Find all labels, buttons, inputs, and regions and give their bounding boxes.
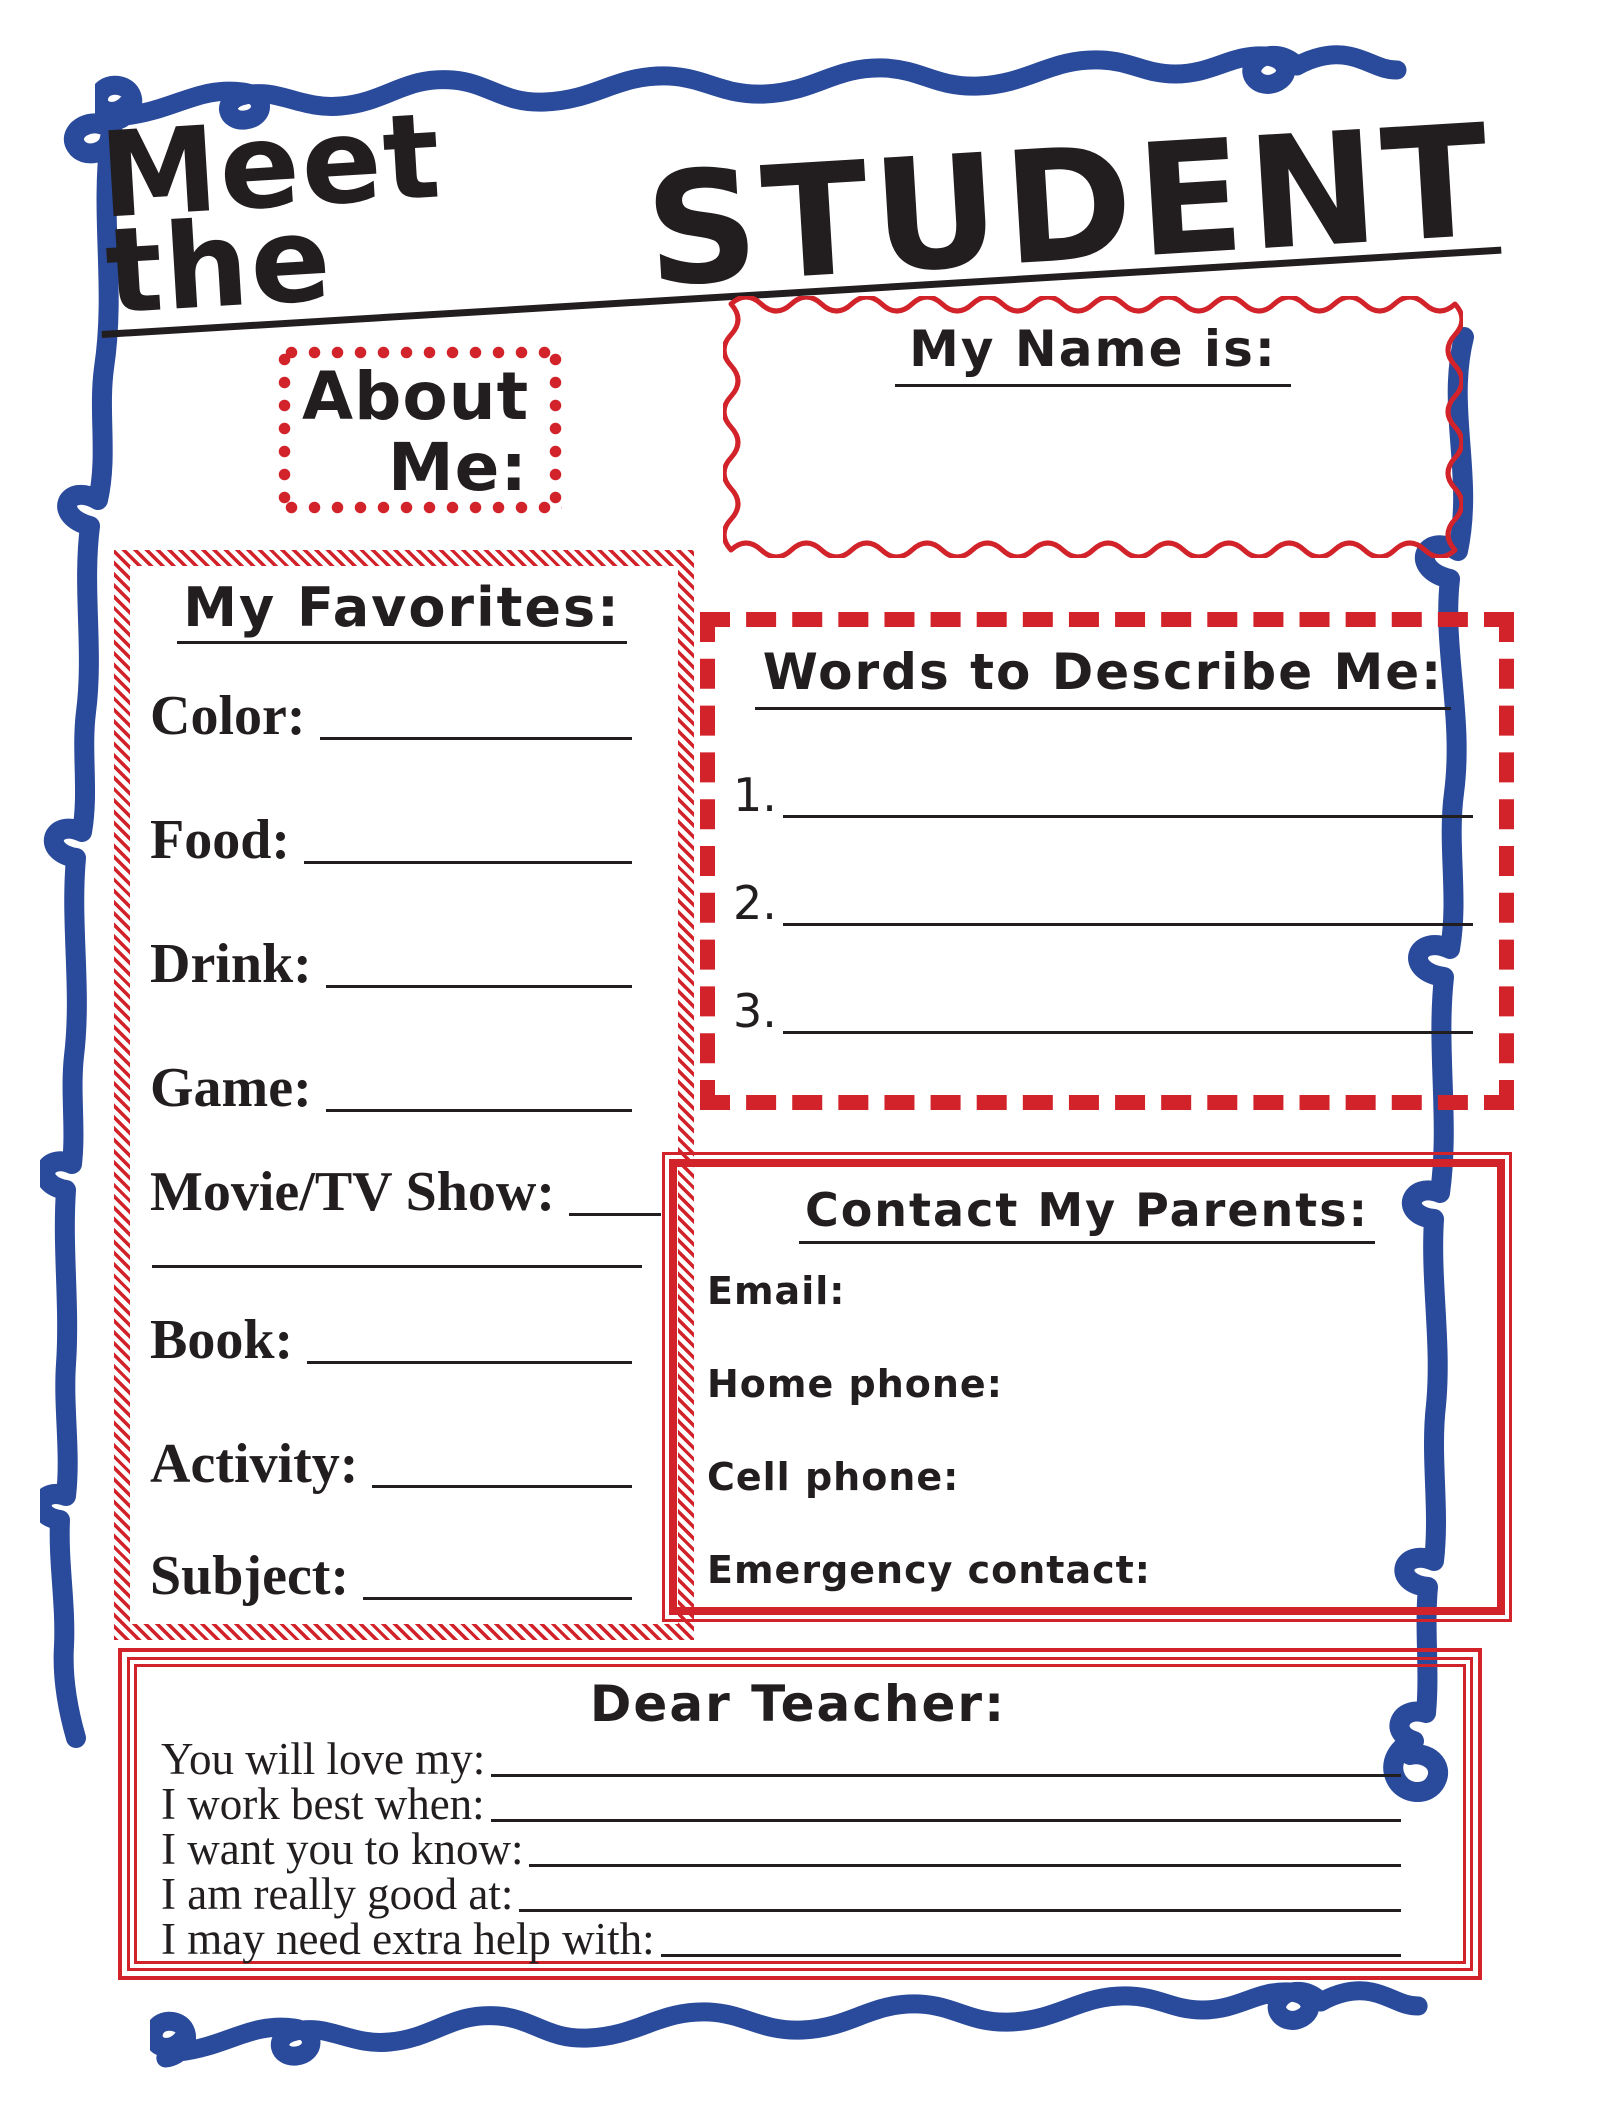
contact-inner bbox=[669, 1159, 1505, 1615]
favorite-label-activity: Activity: bbox=[150, 1433, 359, 1495]
about-me-line1: About bbox=[302, 358, 530, 435]
dear-teacher-box bbox=[118, 1648, 1482, 1980]
word-number-1: 1. bbox=[733, 768, 777, 822]
favorite-write-line[interactable] bbox=[569, 1206, 661, 1216]
favorite-write-line[interactable] bbox=[307, 1354, 632, 1364]
favorite-label-drink: Drink: bbox=[150, 933, 312, 995]
teacher-row-want-know bbox=[161, 1824, 1435, 1874]
words-to-describe-me-box bbox=[700, 612, 1514, 1110]
teacher-row-extra-help bbox=[161, 1914, 1435, 1964]
favorite-row-activity bbox=[150, 1392, 654, 1516]
contact-label-emergency: Emergency contact: bbox=[707, 1547, 1151, 1592]
about-me-box bbox=[278, 346, 562, 514]
word-write-line[interactable] bbox=[783, 1026, 1473, 1034]
my-favorites-title: My Favorites: bbox=[177, 576, 627, 644]
dear-teacher-mid-border bbox=[127, 1657, 1473, 1971]
favorite-row-book bbox=[150, 1268, 654, 1392]
teacher-prompt-want-know: I want you to know: bbox=[161, 1824, 524, 1874]
favorite-row-color bbox=[150, 644, 654, 768]
contact-my-parents-box bbox=[662, 1152, 1512, 1622]
favorite-label-game: Game: bbox=[150, 1057, 312, 1119]
contact-label-email: Email: bbox=[707, 1268, 846, 1313]
favorite-write-line[interactable] bbox=[320, 730, 632, 740]
favorite-row-movie bbox=[150, 1140, 654, 1222]
about-me-line2: Me: bbox=[388, 428, 528, 506]
teacher-write-line[interactable] bbox=[529, 1859, 1401, 1867]
dear-teacher-title: Dear Teacher: bbox=[589, 1675, 1007, 1733]
word-row-2 bbox=[733, 818, 1473, 930]
contact-row-cell-phone bbox=[707, 1430, 1467, 1523]
word-number-2: 2. bbox=[733, 876, 777, 930]
favorite-label-food: Food: bbox=[150, 809, 290, 871]
contact-row-home-phone bbox=[707, 1337, 1467, 1430]
word-row-1 bbox=[733, 710, 1473, 822]
favorite-row-game bbox=[150, 1016, 654, 1140]
favorite-write-line[interactable] bbox=[363, 1590, 632, 1600]
contact-row-email bbox=[707, 1244, 1467, 1337]
teacher-row-love bbox=[161, 1734, 1435, 1784]
teacher-prompt-work-best: I work best when: bbox=[161, 1779, 485, 1829]
blue-doodle-bottom-border bbox=[150, 1980, 1470, 2080]
my-name-title: My Name is: bbox=[895, 320, 1291, 387]
favorite-row-subject bbox=[150, 1516, 654, 1628]
word-number-3: 3. bbox=[733, 984, 777, 1038]
favorite-row-food bbox=[150, 768, 654, 892]
teacher-prompt-extra-help: I may need extra help with: bbox=[161, 1914, 655, 1964]
favorite-write-line[interactable] bbox=[326, 978, 632, 988]
teacher-write-line[interactable] bbox=[661, 1949, 1401, 1957]
contact-label-home-phone: Home phone: bbox=[707, 1361, 1003, 1406]
favorite-label-color: Color: bbox=[150, 685, 306, 747]
teacher-write-line[interactable] bbox=[519, 1904, 1401, 1912]
word-write-line[interactable] bbox=[783, 918, 1473, 926]
word-row-3 bbox=[733, 926, 1473, 1038]
name-write-area[interactable] bbox=[743, 406, 1443, 540]
teacher-write-line[interactable] bbox=[491, 1814, 1401, 1822]
word-write-line[interactable] bbox=[783, 810, 1473, 818]
favorite-write-line[interactable] bbox=[304, 854, 632, 864]
favorite-write-line[interactable] bbox=[372, 1478, 632, 1488]
favorite-label-movie: Movie/TV Show: bbox=[150, 1161, 555, 1223]
favorite-label-subject: Subject: bbox=[150, 1545, 350, 1607]
contact-title: Contact My Parents: bbox=[799, 1183, 1375, 1244]
my-name-box bbox=[723, 296, 1463, 558]
teacher-prompt-good-at: I am really good at: bbox=[161, 1869, 514, 1919]
dear-teacher-inner bbox=[134, 1664, 1466, 1964]
favorite-row-drink bbox=[150, 892, 654, 1016]
teacher-row-good-at bbox=[161, 1869, 1435, 1919]
my-favorites-inner bbox=[130, 566, 678, 1624]
words-title: Words to Describe Me: bbox=[755, 643, 1451, 710]
page-title-part2: STUDENT bbox=[640, 90, 1499, 323]
favorite-write-line[interactable] bbox=[326, 1102, 632, 1112]
teacher-row-work-best bbox=[161, 1779, 1435, 1829]
contact-label-cell-phone: Cell phone: bbox=[707, 1454, 960, 1499]
favorite-write-line-full[interactable] bbox=[152, 1222, 642, 1268]
teacher-prompt-love: You will love my: bbox=[161, 1734, 486, 1784]
teacher-write-line[interactable] bbox=[491, 1769, 1401, 1777]
page-title-part1: Meet the bbox=[96, 85, 446, 341]
favorite-label-book: Book: bbox=[150, 1309, 294, 1371]
contact-row-emergency bbox=[707, 1523, 1467, 1616]
my-favorites-box bbox=[114, 550, 694, 1640]
